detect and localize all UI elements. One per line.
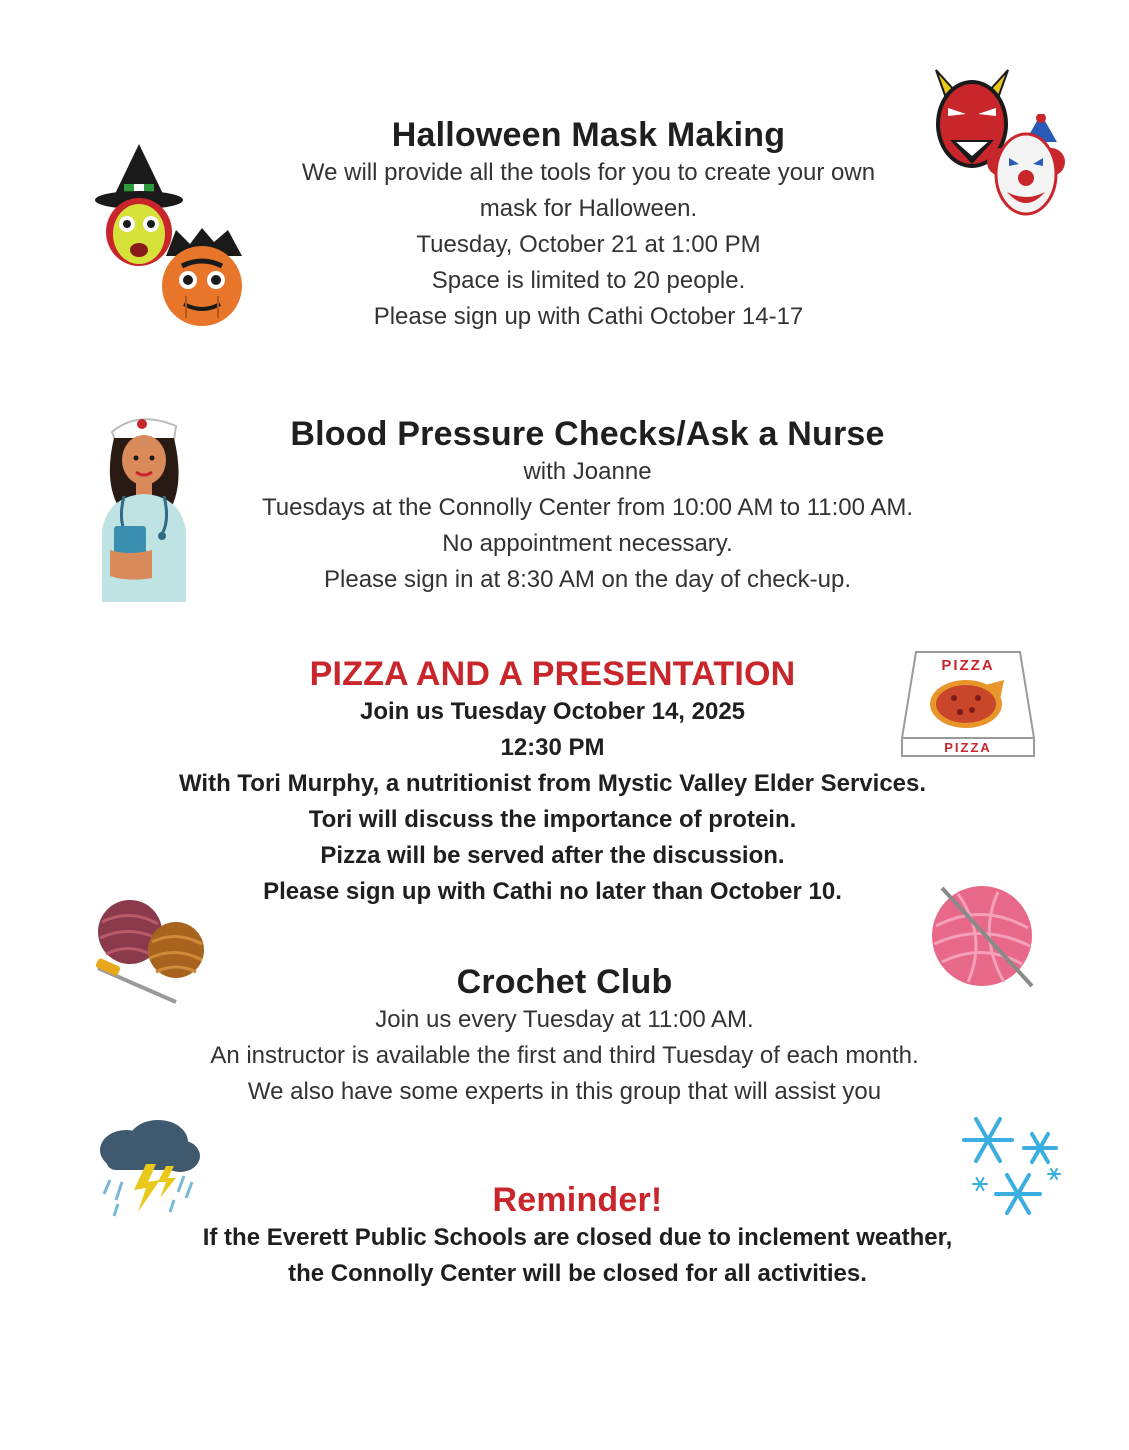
nurse-icon	[98, 410, 194, 602]
crochet-line: Join us every Tuesday at 11:00 AM.	[375, 1006, 754, 1033]
pumpkin-mask-icon	[156, 226, 248, 328]
crochet-line: We also have some experts in this group that will assist you	[247, 1078, 882, 1105]
snowflakes-icon	[960, 1110, 1064, 1222]
mask-making-line: mask for Halloween.	[479, 195, 698, 222]
storm-cloud-icon	[96, 1120, 202, 1222]
pizza-line: Please sign up with Cathi no later than October 10.	[263, 878, 842, 905]
pizza-line: Pizza will be served after the discussion.	[320, 842, 785, 869]
mask-making-line: We will provide all the tools for you to create your own	[301, 159, 876, 186]
reminder-line: If the Everett Public Schools are closed due to inclement weather,	[202, 1224, 953, 1251]
pizza-line: 12:30 PM	[500, 734, 605, 761]
yarn-balls-icon	[96, 898, 208, 1008]
pizza-line: Join us Tuesday October 14, 2025	[359, 698, 746, 725]
mask-making-line: Space is limited to 20 people.	[431, 267, 746, 294]
pizza-line: Tori will discuss the importance of protein.	[308, 806, 797, 833]
reminder-title: Reminder!	[492, 1181, 663, 1219]
pizza-box-icon	[900, 650, 1036, 758]
pizza-box-top-label: PIZZA	[941, 657, 995, 674]
clown-mask-icon	[985, 114, 1067, 218]
nurse-line: Tuesdays at the Connolly Center from 10:00 AM to 11:00 AM.	[261, 494, 913, 521]
crochet-line: An instructor is available the first and third Tuesday of each month.	[210, 1042, 919, 1069]
pizza-box-bottom-label: PIZZA	[944, 740, 992, 755]
reminder-line: the Connolly Center will be closed for all activities.	[288, 1260, 867, 1287]
pizza-title: PIZZA AND A PRESENTATION	[309, 655, 796, 693]
mask-making-title: Halloween Mask Making	[391, 116, 786, 154]
crochet-title: Crochet Club	[456, 963, 673, 1001]
mask-making-line: Please sign up with Cathi October 14-17	[373, 303, 804, 330]
nurse-title: Blood Pressure Checks/Ask a Nurse	[290, 415, 885, 453]
pink-yarn-icon	[928, 882, 1038, 992]
nurse-line: No appointment necessary.	[442, 530, 733, 557]
nurse-line: Please sign in at 8:30 AM on the day of check-up.	[324, 566, 851, 593]
mask-making-line: Tuesday, October 21 at 1:00 PM	[416, 231, 761, 258]
nurse-line: with Joanne	[523, 458, 652, 485]
pizza-line: With Tori Murphy, a nutritionist from Mystic Valley Elder Services.	[178, 770, 927, 797]
